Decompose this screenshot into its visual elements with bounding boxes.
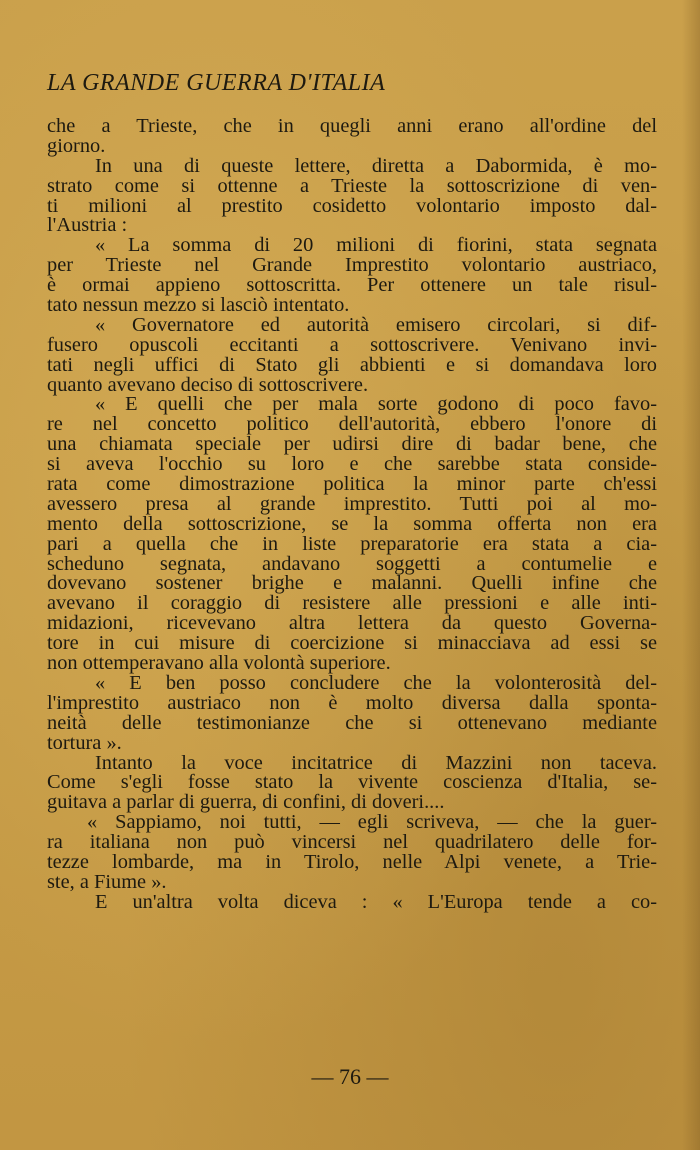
- body-text: [47, 117, 657, 913]
- text-line: si aveva l'occhio su loro e che sarebbe stata conside-: [47, 453, 657, 476]
- running-head: LA GRANDE GUERRA D'ITALIA: [47, 70, 386, 96]
- text-line: che a Trieste, che in quegli anni erano all'ordine del: [47, 115, 657, 137]
- text-line: scheduno segnata, andavano soggetti a contumelie e: [47, 552, 657, 575]
- text-line: rata come dimostrazione politica la minor parte ch'essi: [47, 473, 657, 496]
- text-line: « E ben posso concludere che la volonterosità del-: [95, 671, 657, 694]
- text-line: « Governatore ed autorità emisero circolari, si dif-: [95, 313, 657, 336]
- text-line: re nel concetto politico dell'autorità, ebbero l'onore di: [47, 413, 657, 436]
- text-line: è ormai appieno sottoscritta. Per ottenere un tale risul-: [47, 274, 657, 297]
- text-line: l'imprestito austriaco non è molto diversa dalla sponta-: [47, 691, 657, 714]
- text-line: ti milioni al prestito cosidetto volontario imposto dal-: [47, 194, 657, 217]
- text-line: « Sappiamo, noi tutti, — egli scriveva, — che la guer-: [87, 811, 657, 834]
- text-line: Intanto la voce incitatrice di Mazzini non taceva.: [95, 751, 657, 774]
- text-line: fusero opuscoli eccitanti a sottoscrivere. Venivano invi-: [47, 333, 657, 356]
- text-line: midazioni, ricevevano altra lettera da questo Governa-: [47, 612, 657, 635]
- text-line: tortura ».: [47, 731, 122, 754]
- text-line: tato nessun mezzo si lasciò intentato.: [47, 294, 350, 317]
- text-line: tezze lombarde, ma in Tirolo, nelle Alpi venete, a Trie-: [47, 850, 657, 873]
- text-line: strato come si ottenne a Trieste la sottoscrizione di ven-: [47, 174, 657, 197]
- text-line: pari a quella che in liste preparatorie era stata a cia-: [47, 532, 657, 555]
- text-line: « La somma di 20 milioni di fiorini, stata segnata: [95, 234, 657, 257]
- text-line: giorno.: [47, 134, 106, 157]
- text-line: avessero presa al grande imprestito. Tutti poi al mo-: [47, 492, 657, 515]
- text-line: « E quelli che per mala sorte godono di poco favo-: [95, 393, 657, 416]
- page-number: — 76 —: [311, 1064, 389, 1089]
- text-line: guitava a parlar di guerra, di confini, di doveri....: [47, 791, 445, 814]
- text-line: ra italiana non può vincersi nel quadrilatero delle for-: [47, 831, 657, 854]
- text-line: neità delle testimonianze che si ottenevano mediante: [47, 711, 657, 734]
- text-line: tati negli uffici di Stato gli abbienti e si domandava loro: [47, 353, 657, 376]
- text-line: tore in cui misure di coercizione si minacciava ad essi se: [47, 632, 657, 655]
- text-line: avevano il coraggio di resistere alle pressioni e alle inti-: [47, 592, 657, 615]
- text-line: In una di queste lettere, diretta a Dabormida, è mo-: [95, 154, 657, 177]
- text-line: mento della sottoscrizione, se la somma offerta non era: [47, 512, 657, 535]
- text-line: Come s'egli fosse stato la vivente coscienza d'Italia, se-: [47, 771, 657, 794]
- text-line: E un'altra volta diceva : « L'Europa tende a co-: [95, 890, 657, 913]
- text-line: ste, a Fiume ».: [47, 870, 167, 893]
- text-line: per Trieste nel Grande Imprestito volontario austriaco,: [47, 254, 657, 277]
- text-line: l'Austria :: [47, 214, 128, 237]
- page-edge-shadow: [682, 0, 700, 1150]
- text-line: una chiamata speciale per udirsi dire di badar bene, che: [47, 433, 657, 456]
- text-line: non ottemperavano alla volontà superiore.: [47, 652, 391, 675]
- text-line: dovevano sostener brighe e malanni. Quelli infine che: [47, 572, 657, 595]
- text-line: quanto avevano deciso di sottoscrivere.: [47, 373, 369, 396]
